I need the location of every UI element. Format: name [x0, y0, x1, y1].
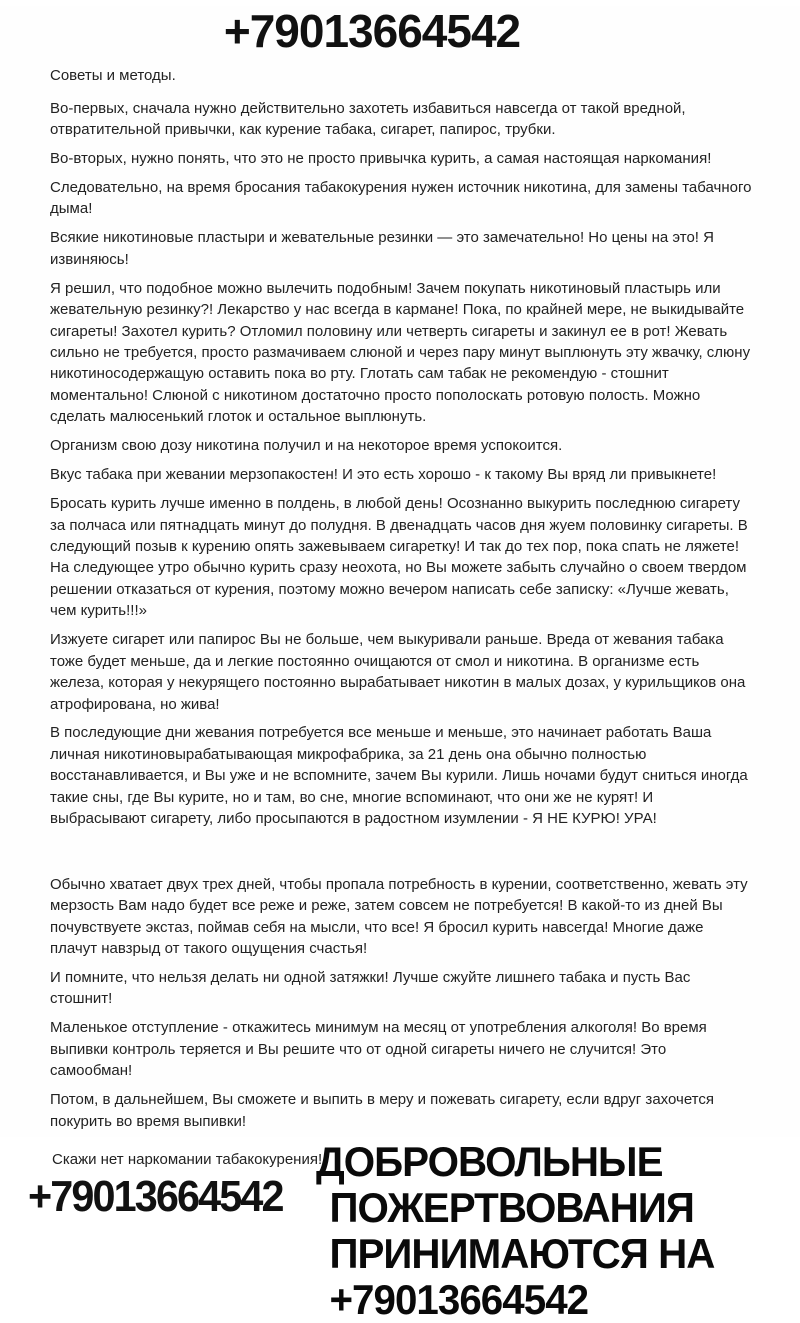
anti-drug-slogan: Скажи нет наркомании табакокурения!	[52, 1151, 323, 1169]
paragraph-21-days: В последующие дни жевания потребуется все меньше и меньше, это начинает работать Ваша личная никотиновырабатывающая микрофабрика, за 21 день она обычно полностью восстанавливается, и Вы уже и не вспомните, зачем Вы курили. Лишь ночами будут сниться иногда такие сны, где Вы курите, но и там, во сне, многие вспоминают, что они же не курят! И выбрасывают сигарету, либо просыпаются в радостном изумлении - Я НЕ КУРЮ! УРА!	[50, 724, 748, 828]
donation-notice	[316, 1139, 800, 1323]
document-page	[0, 5, 800, 1323]
donation-line-1: ДОБРОВОЛЬНЫЕ	[316, 1138, 663, 1186]
paragraph-cure-method: Я решил, что подобное можно вылечить подобным! Зачем покупать никотиновый пластырь или жевательную резинку?! Лекарство у нас всегда в кармане! Пока, по крайней мере, не выкидывайте сигареты! Захотел курить? Отломил половину или четверть сигареты и закинул ее в рот! Жевать сильно не требуется, просто размачиваем слюной и через пару минут выплюнуть эту жвачку, слюну никотиносодержащую оставить пока во рту. Глотать сам табак не рекомендую - стошнит моментально! Слюной с никотином достаточно просто пополоскать ротовую полость. Можно сделать малюсенький глоток и остальное выплюнуть.	[50, 279, 751, 426]
paragraph-patches-gum: Всякие никотиновые пластыри и жевательные резинки — это замечательно! Но цены на это! Я извиняюсь!	[50, 229, 714, 268]
donation-line-2: ПОЖЕРТВОВАНИЯ	[329, 1184, 694, 1232]
footer-block	[0, 1139, 800, 1323]
footer-phone-number: +79013664542	[28, 1172, 283, 1222]
document-heading: Советы и методы.	[50, 66, 176, 84]
donation-phone-number: +79013664542	[329, 1276, 589, 1323]
paragraph-chewing-less-harm: Изжуете сигарет или папирос Вы не больше, чем выкуривали раньше. Вреда от жевания табака тоже будет меньше, да и легкие постоянно очищаются от смол и никотина. В организме есть железа, которая у некурящего постоянно вырабатывает никотин в малых дозах, у курильщиков она атрофирована, но жива!	[50, 631, 746, 713]
paragraph-two-three-days: Обычно хватает двух трех дней, чтобы пропала потребность в курении, соответственно, жевать эту мерзость Вам надо будет все реже и реже, затем совсем не потребуется! В какой-то из дней Вы почувствуете экстаз, поймав себя на мысли, что все! Я бросил курить навсегда! Многие даже плачут навзрыд от такого ощущения счастья!	[50, 875, 748, 957]
donation-line-3: ПРИНИМАЮТСЯ НА	[329, 1230, 715, 1278]
footer-left-column	[28, 1139, 323, 1222]
header-phone-number: +79013664542	[223, 5, 521, 57]
paragraph-alcohol-warning: Маленькое отступление - откажитесь минимум на месяц от употребления алкоголя! Во время выпивки контроль теряется и Вы решите что от одной сигареты ничего не случится! Это самообман!	[50, 1019, 707, 1080]
paragraph-quit-at-noon: Бросать курить лучше именно в полдень, в любой день! Осознанно выкурить последнюю сигарету за полчаса или пятнадцать минут до полудня. В двенадцать часов дня жуем половинку сигареты. В следующий позыв к курению опять зажевываем сигаретку! И так до тех пор, пока спать не ляжете! На следующее утро обычно курить сразу неохота, но Вы можете забыть случайно о своем твердом решении отказаться от курения, поэтому можно вечером написать себе записку: «Лучше жевать, чем курить!!!»	[50, 495, 748, 620]
paragraph-no-puffs: И помните, что нельзя делать ни одной затяжки! Лучше сжуйте лишнего табака и пусть Вас стошнит!	[50, 968, 691, 1008]
paragraph-firstly: Во-первых, сначала нужно действительно захотеть избавиться навсегда от такой вредной, отвратительной привычки, как курение табака, сигарет, папирос, трубки.	[50, 99, 686, 139]
paragraph-consequently: Следовательно, на время бросания табакокурения нужен источник никотина, для замены табачного дыма!	[50, 178, 752, 218]
paragraph-secondly: Во-вторых, нужно понять, что это не просто привычка курить, а самая настоящая наркомания!	[50, 149, 712, 167]
paragraph-later-drinking: Потом, в дальнейшем, Вы сможете и выпить в меру и пожевать сигарету, если вдруг захочется покурить во время выпивки!	[50, 1091, 714, 1130]
document-body	[0, 67, 800, 1132]
paragraph-nicotine-dose: Организм свою дозу никотина получил и на некоторое время успокоится.	[50, 437, 563, 455]
paragraph-taste: Вкус табака при жевании мерзопакостен! И это есть хорошо - к такому Вы вряд ли привыкнете!	[50, 466, 717, 484]
